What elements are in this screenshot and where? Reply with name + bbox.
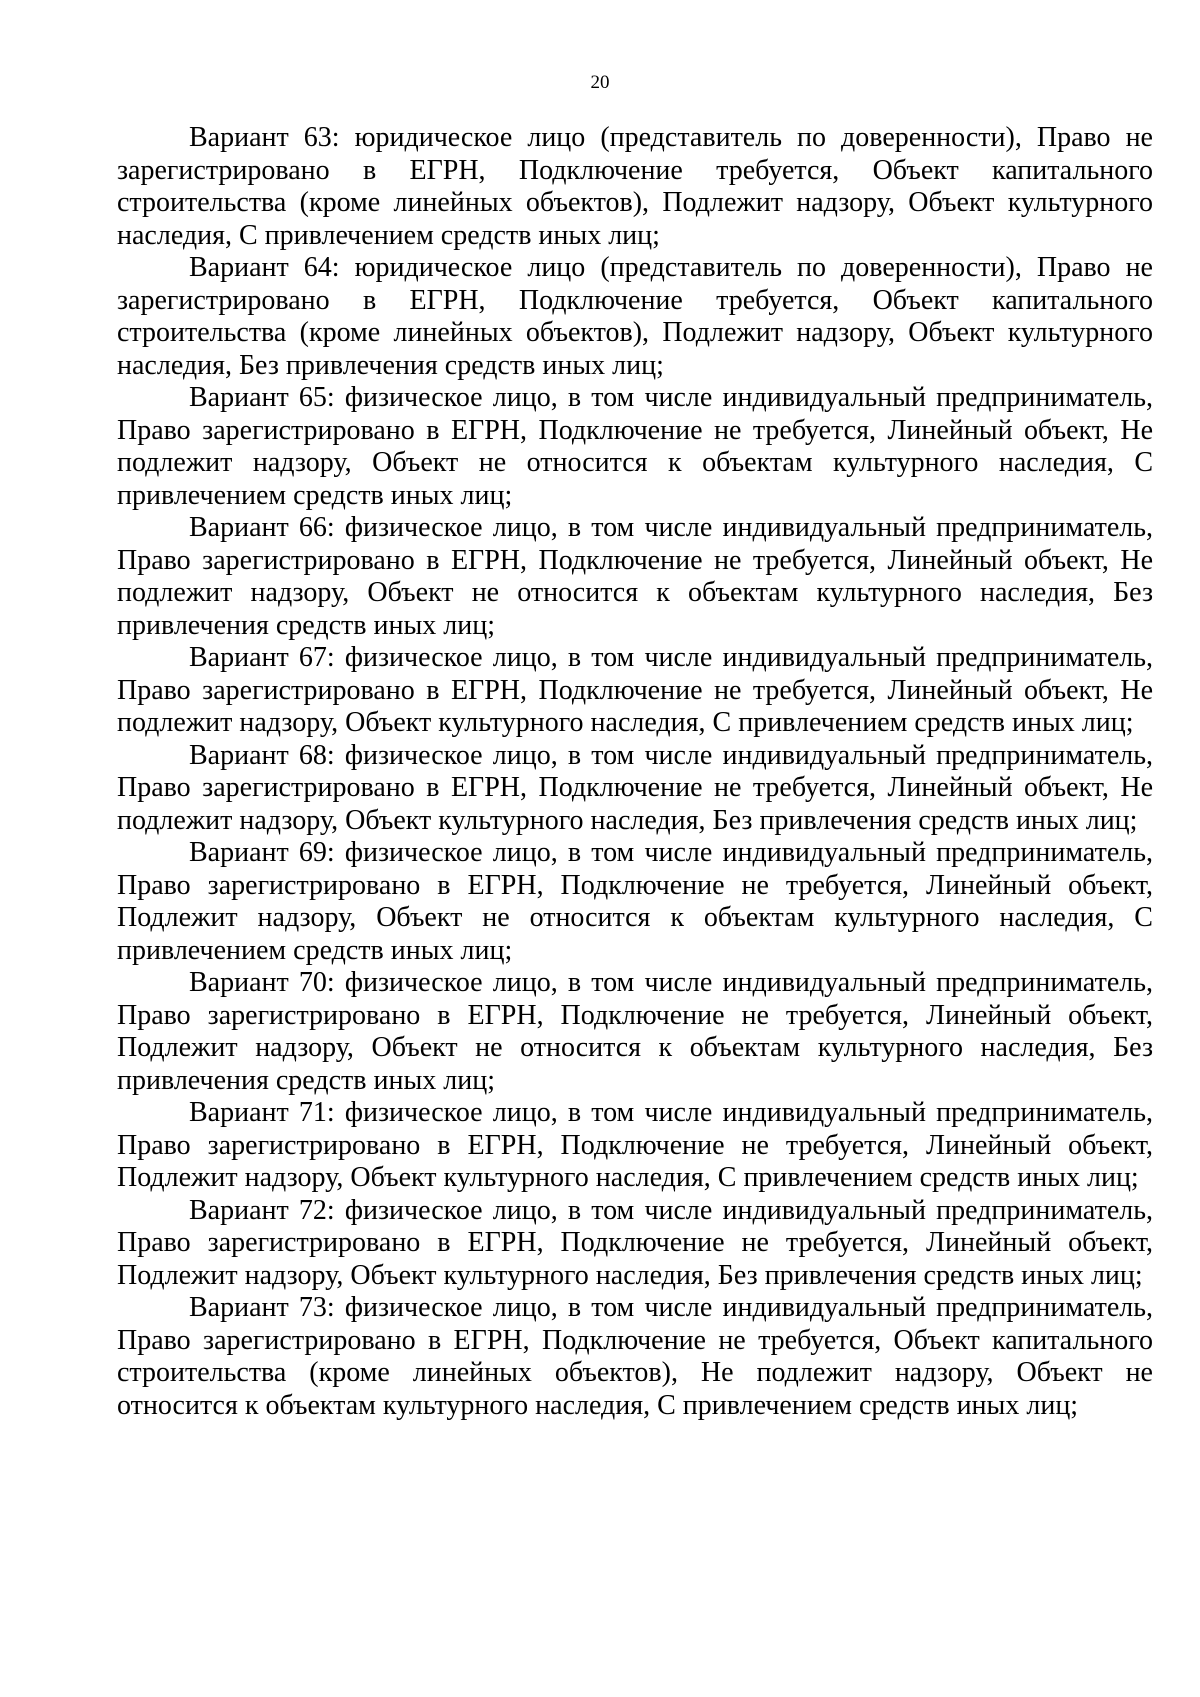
- page-number: 20: [590, 72, 610, 93]
- document-body: [117, 122, 1153, 1422]
- variant-paragraph: Вариант 68: физическое лицо, в том числе индивидуальный предприниматель, Право зарегистрировано в ЕГРН, Подключение не требуется, Линейный объект, Не подлежит надзору, Объект культурного наследия, Без привлечения средств иных лиц;: [117, 739, 1153, 836]
- variant-paragraph: Вариант 71: физическое лицо, в том числе индивидуальный предприниматель, Право зарегистрировано в ЕГРН, Подключение не требуется, Линейный объект, Подлежит надзору, Объект культурного наследия, С привлечением средств иных лиц;: [117, 1097, 1153, 1193]
- variant-paragraph: Вариант 73: физическое лицо, в том числе индивидуальный предприниматель, Право зарегистрировано в ЕГРН, Подключение не требуется, Объект капитального строительства (кроме линейных объектов), Не подлежит надзору, Объект не относится к объектам культурного наследия, С привлечением средств иных лиц;: [117, 1292, 1153, 1421]
- variant-paragraph: Вариант 64: юридическое лицо (представитель по доверенности), Право не зарегистрировано в ЕГРН, Подключение требуется, Объект капитального строительства (кроме линейных объектов), Подлежит надзору, Объект культурного наследия, Без привлечения средств иных лиц;: [117, 252, 1153, 381]
- variant-paragraph: Вариант 67: физическое лицо, в том числе индивидуальный предприниматель, Право зарегистрировано в ЕГРН, Подключение не требуется, Линейный объект, Не подлежит надзору, Объект культурного наследия, С привлечением средств иных лиц;: [117, 642, 1153, 738]
- variant-paragraph: Вариант 63: юридическое лицо (представитель по доверенности), Право не зарегистрировано в ЕГРН, Подключение требуется, Объект капитального строительства (кроме линейных объектов), Подлежит надзору, Объект культурного наследия, С привлечением средств иных лиц;: [117, 122, 1153, 251]
- variant-paragraph: Вариант 69: физическое лицо, в том числе индивидуальный предприниматель, Право зарегистрировано в ЕГРН, Подключение не требуется, Линейный объект, Подлежит надзору, Объект не относится к объектам культурного наследия, С привлечением средств иных лиц;: [117, 837, 1153, 966]
- variant-paragraph: Вариант 65: физическое лицо, в том числе индивидуальный предприниматель, Право зарегистрировано в ЕГРН, Подключение не требуется, Линейный объект, Не подлежит надзору, Объект не относится к объектам культурного наследия, С привлечением средств иных лиц;: [117, 382, 1153, 511]
- variant-paragraph: Вариант 66: физическое лицо, в том числе индивидуальный предприниматель, Право зарегистрировано в ЕГРН, Подключение не требуется, Линейный объект, Не подлежит надзору, Объект не относится к объектам культурного наследия, Без привлечения средств иных лиц;: [117, 512, 1153, 641]
- variant-paragraph: Вариант 72: физическое лицо, в том числе индивидуальный предприниматель, Право зарегистрировано в ЕГРН, Подключение не требуется, Линейный объект, Подлежит надзору, Объект культурного наследия, Без привлечения средств иных лиц;: [117, 1194, 1153, 1291]
- variant-paragraph: Вариант 70: физическое лицо, в том числе индивидуальный предприниматель, Право зарегистрировано в ЕГРН, Подключение не требуется, Линейный объект, Подлежит надзору, Объект не относится к объектам культурного наследия, Без привлечения средств иных лиц;: [117, 967, 1153, 1096]
